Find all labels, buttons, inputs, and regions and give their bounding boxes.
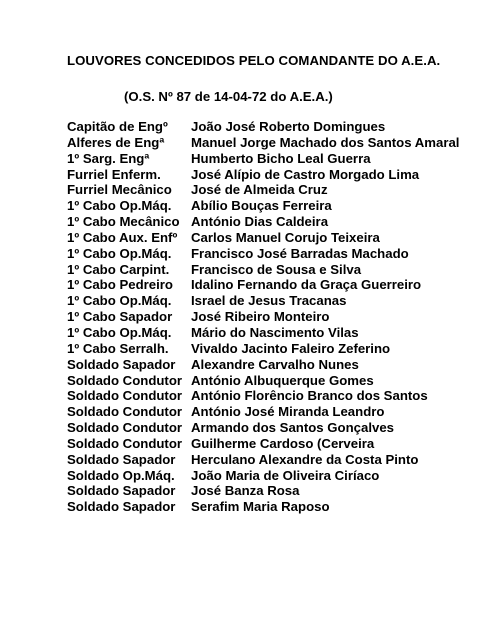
roster-row <box>67 420 477 436</box>
roster-row <box>67 404 477 420</box>
roster-row <box>67 357 477 373</box>
person-name: António Albuquerque Gomes <box>191 372 374 388</box>
roster-row <box>67 198 477 214</box>
rank-label: 1º Cabo Op.Máq. <box>67 324 172 340</box>
person-name: José Ribeiro Monteiro <box>191 309 330 325</box>
rank-label: 1º Cabo Mecânico <box>67 214 180 230</box>
rank-label: 1º Cabo Serralh. <box>67 340 169 356</box>
person-name: Carlos Manuel Corujo Teixeira <box>191 229 380 245</box>
rank-label: 1º Cabo Op.Máq. <box>67 245 172 261</box>
person-name: Abílio Bouças Ferreira <box>191 198 332 214</box>
roster-row <box>67 452 477 468</box>
rank-label: Soldado Condutor <box>67 388 183 404</box>
person-name: Mário do Nascimento Vilas <box>191 324 359 340</box>
rank-label: 1º Cabo Sapador <box>67 309 173 325</box>
roster-row <box>67 436 477 452</box>
person-name: António José Miranda Leandro <box>191 404 385 420</box>
commendation-roster <box>67 119 477 515</box>
rank-label: 1º Cabo Carpint. <box>67 261 170 277</box>
person-name: Armando dos Santos Gonçalves <box>191 420 394 436</box>
rank-label: Alferes de Engª <box>67 134 165 150</box>
rank-label: 1º Cabo Pedreiro <box>67 277 173 293</box>
roster-row <box>67 119 477 135</box>
person-name: João Maria de Oliveira Ciríaco <box>191 467 380 483</box>
roster-row <box>67 483 477 499</box>
person-name: José Banza Rosa <box>191 483 300 499</box>
person-name: Francisco de Sousa e Silva <box>191 261 362 277</box>
rank-label: 1º Sarg. Engª <box>67 150 150 166</box>
person-name: Herculano Alexandre da Costa Pinto <box>191 451 419 467</box>
rank-label: Capitão de Engº <box>67 119 168 134</box>
roster-row <box>67 214 477 230</box>
roster-row <box>67 309 477 325</box>
person-name: António Dias Caldeira <box>191 214 329 230</box>
rank-label: Soldado Condutor <box>67 435 183 451</box>
roster-row <box>67 373 477 389</box>
roster-row <box>67 230 477 246</box>
rank-label: Soldado Sapador <box>67 483 176 499</box>
rank-label: 1º Cabo Op.Máq. <box>67 293 172 309</box>
person-name: José Alípio de Castro Morgado Lima <box>191 166 420 182</box>
person-name: Alexandre Carvalho Nunes <box>191 356 359 372</box>
person-name: João José Roberto Domingues <box>191 119 386 134</box>
roster-row <box>67 246 477 262</box>
rank-label: Furriel Mecânico <box>67 182 172 198</box>
roster-row <box>67 499 477 515</box>
rank-label: Soldado Condutor <box>67 420 183 436</box>
roster-row <box>67 293 477 309</box>
person-name: Vivaldo Jacinto Faleiro Zeferino <box>191 340 391 356</box>
person-name: Guilherme Cardoso (Cerveira <box>191 435 375 451</box>
rank-label: Furriel Enferm. <box>67 166 161 182</box>
person-name: Manuel Jorge Machado dos Santos Amaral <box>191 134 460 150</box>
rank-label: Soldado Condutor <box>67 404 183 420</box>
person-name: António Florêncio Branco dos Santos <box>191 388 428 404</box>
person-name: Idalino Fernando da Graça Guerreiro <box>191 277 422 293</box>
document-subtitle: (O.S. Nº 87 de 14-04-72 do A.E.A.) <box>124 89 333 104</box>
rank-label: Soldado Sapador <box>67 356 176 372</box>
rank-label: Soldado Condutor <box>67 372 183 388</box>
rank-label: Soldado Sapador <box>67 451 176 467</box>
roster-row <box>67 182 477 198</box>
person-name: Israel de Jesus Tracanas <box>191 293 347 309</box>
person-name: Francisco José Barradas Machado <box>191 245 409 261</box>
rank-label: Soldado Op.Máq. <box>67 467 175 483</box>
roster-row <box>67 325 477 341</box>
document-title: LOUVORES CONCEDIDOS PELO COMANDANTE DO A.E.A. <box>67 53 441 68</box>
roster-row <box>67 341 477 357</box>
rank-label: Soldado Sapador <box>67 499 176 515</box>
roster-row <box>67 262 477 278</box>
roster-row <box>67 468 477 484</box>
person-name: Serafim Maria Raposo <box>191 499 330 515</box>
rank-label: 1º Cabo Aux. Enfº <box>67 229 178 245</box>
person-name: José de Almeida Cruz <box>191 182 328 198</box>
roster-row <box>67 388 477 404</box>
roster-row <box>67 135 477 151</box>
roster-row <box>67 151 477 167</box>
roster-row <box>67 167 477 183</box>
roster-row <box>67 277 477 293</box>
rank-label: 1º Cabo Op.Máq. <box>67 198 172 214</box>
person-name: Humberto Bicho Leal Guerra <box>191 150 371 166</box>
